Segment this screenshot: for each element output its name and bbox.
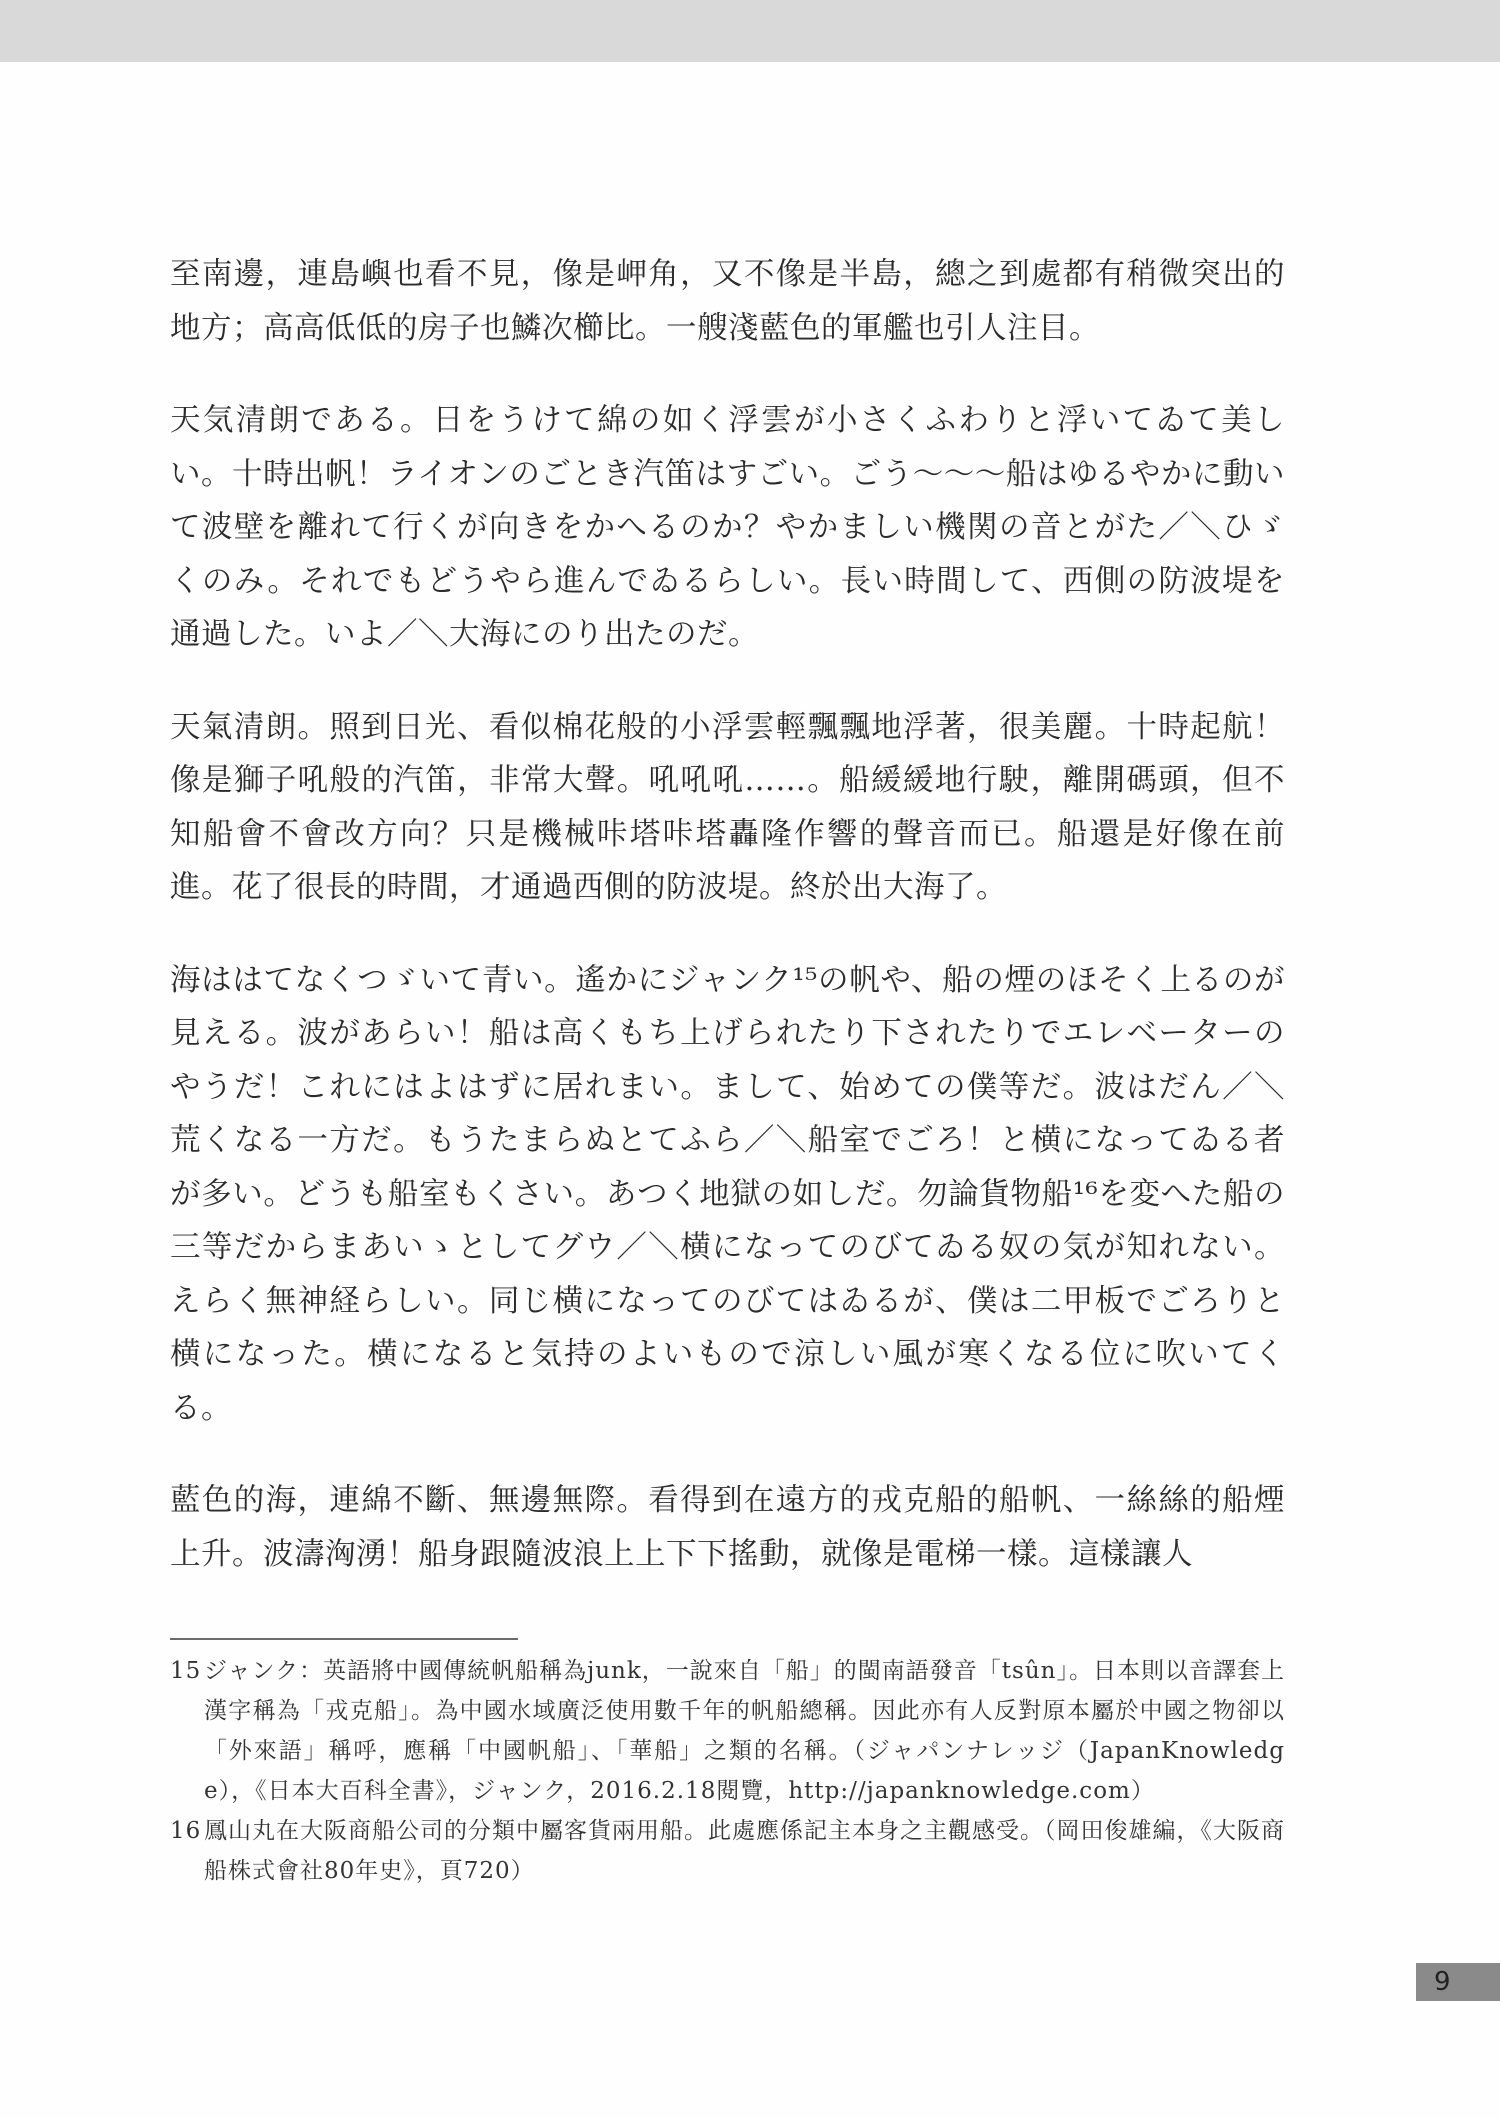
footnote-16: [170, 1811, 1285, 1891]
paragraph-chinese-2: 天氣清朗。照到日光、看似棉花般的小浮雲輕飄飄地浮著，很美麗。十時起航！像是獅子吼般的汽笛，非常大聲。吼吼吼……。船緩緩地行駛，離開碼頭，但不知船會不會改方向？只是機械咔塔咔塔轟隆作響的聲音而已。船還是好像在前進。花了很長的時間，才通過西側的防波堤。終於出大海了。: [170, 709, 1285, 905]
paragraph-japanese-1: 天気清朗である。日をうけて綿の如く浮雲が小さくふわりと浮いてゐて美しい。十時出帆！ライオンのごとき汽笛はすごい。ごう～～～船はゆるやかに動いて波壁を離れて行くが向きをかへるのか？やかましい機関の音とがた／＼ひゞくのみ。それでもどうやら進んでゐるらしい。長い時間して、西側の防波堤を通過した。いよ／＼大海にのり出たのだ。: [170, 403, 1285, 652]
paragraph-chinese-1: 至南邊，連島嶼也看不見，像是岬角，又不像是半島，總之到處都有稍微突出的地方；高高低低的房子也鱗次櫛比。一艘淺藍色的軍艦也引人注目。: [170, 257, 1285, 346]
footnote-text: 鳳山丸在大阪商船公司的分類中屬客貨兩用船。此處應係記主本身之主觀感受。（岡田俊雄編，《大阪商船株式會社80年史》，頁720）: [204, 1818, 1285, 1884]
footnotes: [170, 1651, 1285, 1891]
footnote-15: [170, 1651, 1285, 1811]
footnote-number: 15: [170, 1658, 202, 1684]
top-gray-band: [0, 0, 1500, 62]
footnote-divider: [170, 1638, 518, 1640]
paragraph-japanese-2: 海ははてなくつゞいて青い。遙かにジャンク¹⁵の帆や、船の煙のほそく上るのが見える。波があらい！船は高くもち上げられたり下されたりでエレベーターのやうだ！これにはよはずに居れまい。まして、始めての僕等だ。波はだん／＼荒くなる一方だ。もうたまらぬとてふら／＼船室でごろ！と横になってゐる者が多い。どうも船室もくさい。あつく地獄の如しだ。勿論貨物船¹⁶を変へた船の三等だからまあいゝとしてグウ／＼横になってのびてゐる奴の気が知れない。えらく無神経らしい。同じ横になってのびてはゐるが、僕は二甲板でごろりと横になった。横になると気持のよいもので涼しい風が寒くなる位に吹いてくる。: [170, 962, 1285, 1426]
page-number: 9: [1416, 1963, 1500, 2001]
body-text: [170, 248, 1285, 1581]
footnote-number: 16: [170, 1818, 202, 1844]
footnote-text: ジャンク：英語將中國傳統帆船稱為junk，一說來自「船」的閩南語發音「tsûn」。日本則以音譯套上漢字稱為「戎克船」。為中國水域廣泛使用數千年的帆船總稱。因此亦有人反對原本屬於中國之物卻以「外來語」稱呼，應稱「中國帆船」、「華船」之類的名稱。（ジャパンナレッジ（JapanKnowledge），《日本大百科全書》，ジャンク，2016.2.18閱覽，http://japanknowledge.com）: [204, 1658, 1285, 1804]
paragraph-chinese-3: 藍色的海，連綿不斷、無邊無際。看得到在遠方的戎克船的船帆、一絲絲的船煙上升。波濤洶湧！船身跟隨波浪上上下下搖動，就像是電梯一樣。這樣讓人: [170, 1483, 1285, 1572]
